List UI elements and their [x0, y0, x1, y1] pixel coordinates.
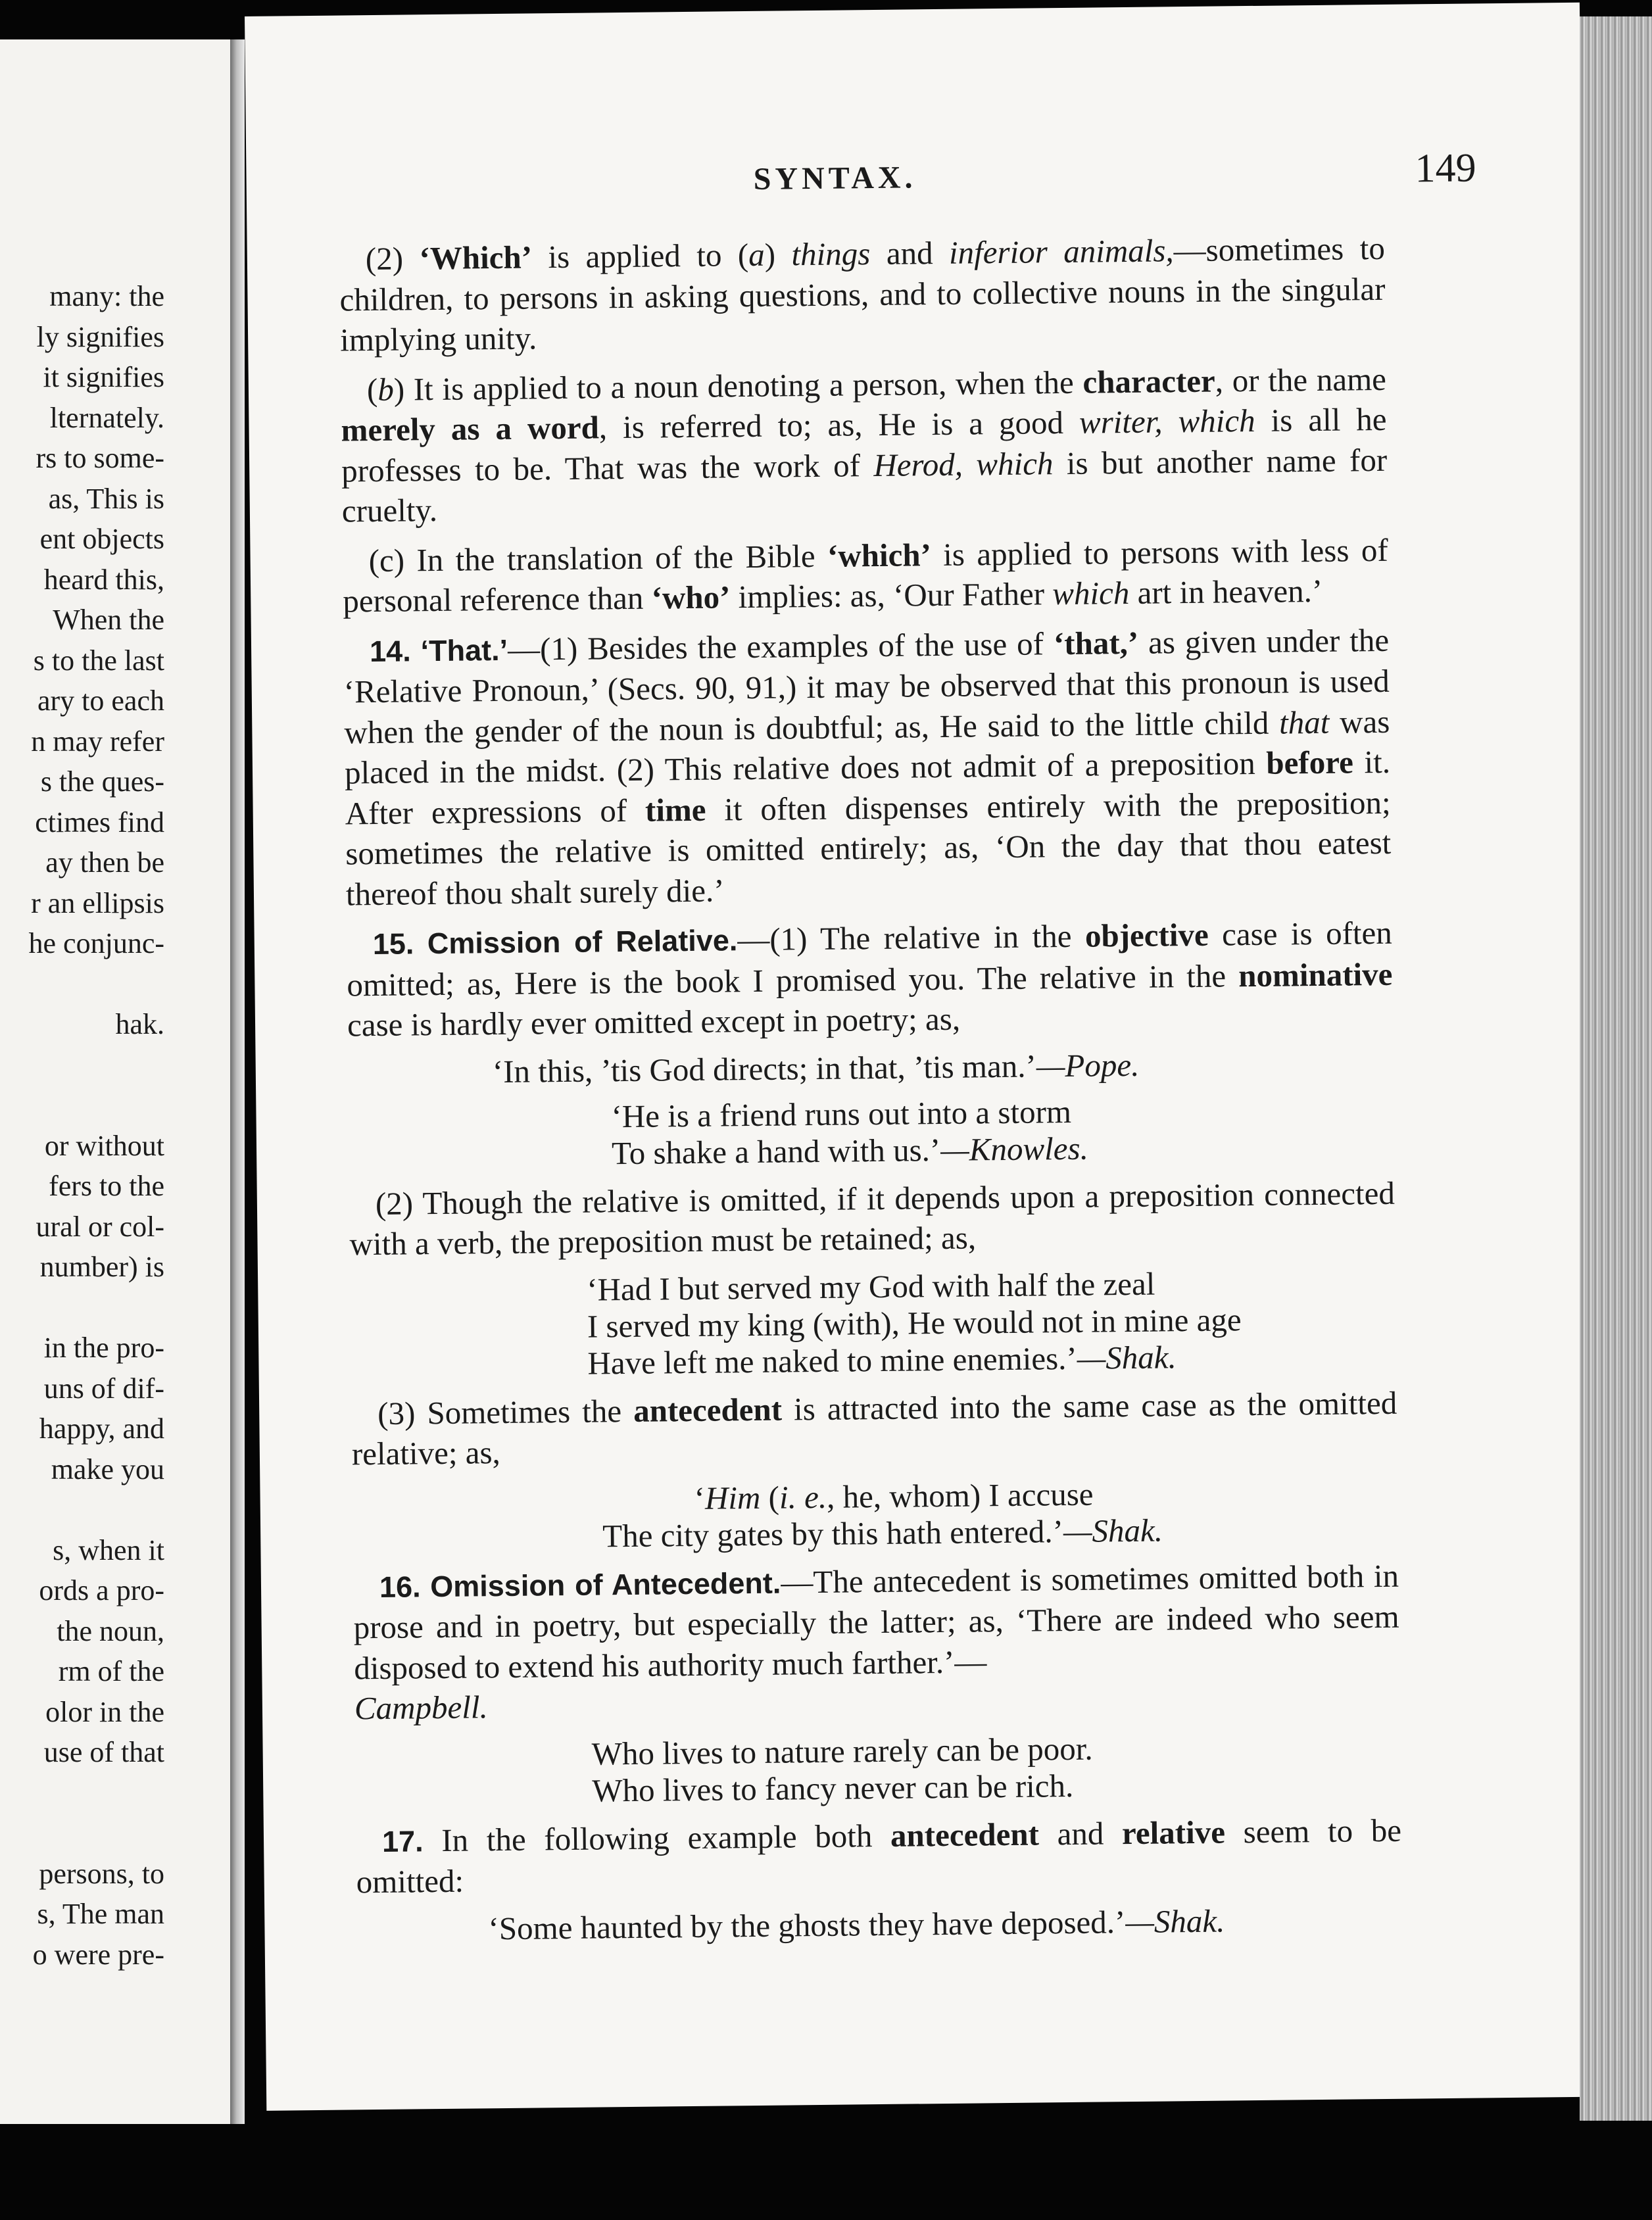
- facing-page-line: ary to each: [37, 685, 164, 717]
- facing-page-line: s the ques-: [40, 765, 164, 798]
- facing-page-line: heard this,: [43, 563, 164, 596]
- paragraph-13-c: (c) In the translation of the Bible ‘which’ is applied to persons with less of personal reference than ‘who’ implies: as, ‘Our Father which art in heaven.’: [343, 531, 1388, 619]
- facing-page-line: happy, and: [39, 1412, 164, 1445]
- facing-page-line: ural or col-: [36, 1210, 164, 1243]
- facing-page-line: ords a pro-: [39, 1574, 164, 1606]
- facing-page-line: [29, 1085, 164, 1126]
- facing-page-line: persons, to: [39, 1857, 164, 1890]
- facing-page-line: s, when it: [53, 1533, 164, 1566]
- quote-knowles: ‘He is a friend runs out into a storm To shake a hand with us.’—Knowles.: [611, 1093, 1089, 1171]
- book-page: [245, 3, 1601, 2111]
- facing-page-line: or without: [44, 1129, 164, 1162]
- facing-page-line: [29, 964, 164, 1005]
- paragraph-13-b: (b) It is applied to a noun denoting a person, when the character, or the name merely as a word, is referred to; as, He is a good writer, which is all he professes to be. That was the work of Herod, which is but another name for cruelty.: [341, 360, 1388, 529]
- quote-ghosts: ‘Some haunted by the ghosts they have deposed.’—Shak.: [488, 1902, 1225, 1946]
- page-body: [339, 228, 1403, 1958]
- paragraph-15-3: (3) Sometimes the antecedent is attracted into the same case as the omitted relative; as,: [351, 1384, 1397, 1472]
- facing-page-line: [29, 1288, 164, 1328]
- facing-page-line: s to the last: [33, 644, 164, 677]
- paragraph-17: 17. In the following example both antecedent and relative seem to be omitted:: [356, 1812, 1402, 1900]
- facing-page-line: he conjunc-: [28, 927, 164, 959]
- paragraph-16: 16. Omission of Antecedent.—The antecedent is sometimes omitted both in prose and in poetry, but especially the latter; as, ‘There are indeed who seem disposed to extend his authority much farther.’—: [353, 1557, 1399, 1686]
- facing-page-line: rs to some-: [36, 442, 164, 474]
- facing-page-line: r an ellipsis: [31, 886, 164, 919]
- quote-shakespeare-2: ‘Him (i. e., he, whom) I accuse The city gates by this hath entered.’—Shak.: [602, 1476, 1163, 1554]
- facing-page-text: [29, 276, 164, 1975]
- facing-page: [0, 39, 230, 2124]
- paragraph-16-attribution: Campbell.: [354, 1689, 489, 1727]
- facing-page-line: n may refer: [31, 725, 164, 758]
- facing-page-line: many: the: [49, 280, 164, 312]
- facing-page-line: s, The man: [37, 1898, 164, 1930]
- facing-page-line: use of that: [43, 1736, 164, 1768]
- paragraph-15: 15. Cmission of Relative.—(1) The relative in the objective case is often omitted; as, Here is the book I promised you. The relative in the nominative case is hardly ever omitted except in poetry; as,: [347, 914, 1393, 1044]
- facing-page-line: make you: [51, 1453, 164, 1485]
- facing-page-line: as, This is: [48, 482, 164, 515]
- quote-shakespeare-1: ‘Had I but served my God with half the zeal I served my king (with), He would not in mine age Have left me naked to mine enemies.’—Shak.: [587, 1265, 1242, 1382]
- facing-page-line: [29, 1773, 164, 1814]
- facing-page-line: ay then be: [45, 846, 164, 879]
- facing-page-line: ly signifies: [36, 320, 164, 353]
- facing-page-line: When the: [53, 604, 164, 636]
- facing-page-line: ent objects: [39, 523, 164, 555]
- facing-page-line: hak.: [115, 1008, 164, 1040]
- paragraph-14: 14. ‘That.’—(1) Besides the examples of the use of ‘that,’ as given under the ‘Relative Pronoun,’ (Secs. 90, 91,) it may be observed that this pronoun is used when the gender of the noun is doubtful; as, He said to the little child that was placed in the midst. (2) This relative does not admit of a preposition before it. After expressions of time it often dispenses entirely with the preposition; sometimes the relative is omitted entirely; as, ‘On the day that thou eatest thereof thou shalt surely die.’: [343, 621, 1392, 912]
- page-number: 149: [1415, 145, 1476, 191]
- facing-page-line: [29, 1045, 164, 1086]
- facing-page-line: o were pre-: [32, 1938, 164, 1971]
- facing-page-line: [29, 1813, 164, 1854]
- facing-page-line: the noun,: [57, 1614, 164, 1647]
- book-gutter: [230, 39, 245, 2124]
- quote-pope: ‘In this, ’tis God directs; in that, ’tis man.’—Pope.: [492, 1046, 1140, 1090]
- facing-page-line: olor in the: [45, 1695, 164, 1728]
- facing-page-line: [29, 1489, 164, 1530]
- facing-page-line: it signifies: [43, 361, 164, 393]
- paragraph-13-2: (2) ‘Which’ is applied to (a) things and inferior animals,—sometimes to children, to persons in asking questions, and to collective nouns in the singular implying unity.: [339, 229, 1386, 358]
- facing-page-line: number) is: [39, 1251, 164, 1283]
- facing-page-line: in the pro-: [43, 1332, 164, 1364]
- facing-page-line: fers to the: [49, 1170, 164, 1202]
- facing-page-line: rm of the: [58, 1655, 164, 1687]
- facing-page-line: uns of dif-: [43, 1372, 164, 1405]
- quote-nature: Who lives to nature rarely can be poor. Who lives to fancy never can be rich.: [591, 1730, 1093, 1809]
- facing-page-line: lternately.: [49, 401, 164, 434]
- paragraph-15-2: (2) Though the relative is omitted, if it depends upon a preposition connected with a verb, the preposition must be retained; as,: [349, 1174, 1396, 1263]
- page-edges: [1580, 16, 1652, 2121]
- running-head: SYNTAX.: [753, 160, 917, 197]
- facing-page-line: ctimes find: [35, 806, 164, 838]
